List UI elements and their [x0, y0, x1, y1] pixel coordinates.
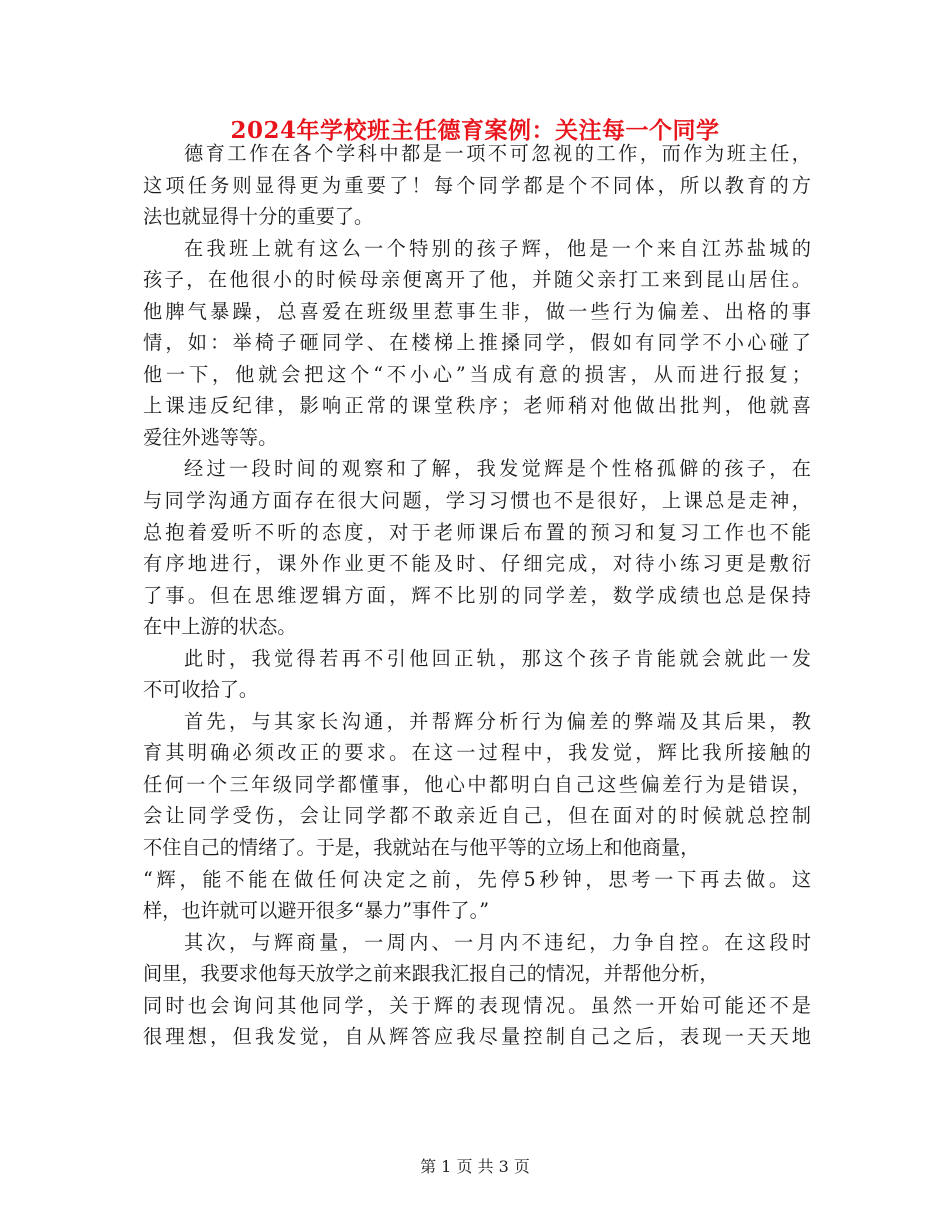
text-line: 他一下，他就会把这个“不小心”当成有意的损害，从而进行报复；	[143, 362, 811, 386]
text-line: 与同学沟通方面存在很大问题，学习习惯也不是很好，上课总是走神，	[143, 489, 811, 513]
text-line: 有序地进行，课外作业更不能及时、仔细完成，对待小练习更是敷衍	[143, 552, 811, 576]
text-line: 上课违反纪律，影响正常的课堂秩序；老师稍对他做出批判，他就喜	[143, 394, 811, 418]
document-title: 2024年学校班主任德育案例：关注每一个同学	[230, 117, 720, 144]
text-line: 此时，我觉得若再不引他回正轨，那这个孩子肯能就会就此一发	[184, 646, 811, 670]
text-line: 首先，与其家长沟通，并帮辉分析行为偏差的弊端及其后果，教	[184, 709, 811, 733]
text-line: 同时也会询问其他同学，关于辉的表现情况。虽然一开始可能还不是	[143, 993, 811, 1017]
text-line: 会让同学受伤，会让同学都不敢亲近自己，但在面对的时候就总控制	[143, 804, 811, 828]
text-line: 法也就显得十分的重要了。	[143, 205, 374, 229]
text-line: 很理想，但我发觉，自从辉答应我尽量控制自己之后，表现一天天地	[143, 1025, 811, 1049]
text-line: 这项任务则显得更为重要了！每个同学都是个不同体，所以教育的方	[143, 173, 811, 197]
text-line: 在我班上就有这么一个特别的孩子辉，他是一个来自江苏盐城的	[184, 236, 811, 260]
document-body	[143, 138, 811, 1053]
text-line: 情，如：举椅子砸同学、在楼梯上推搡同学，假如有同学不小心碰了	[143, 331, 811, 355]
text-line: 样，也许就可以避开很多“暴力”事件了。”	[143, 899, 490, 923]
text-line: 了事。但在思维逻辑方面，辉不比别的同学差，数学成绩也总是保持	[143, 583, 811, 607]
text-line: 孩子，在他很小的时候母亲便离开了他，并随父亲打工来到昆山居住。	[143, 268, 811, 292]
text-line: 经过一段时间的观察和了解，我发觉辉是个性格孤僻的孩子，在	[184, 457, 811, 481]
text-line: 德育工作在各个学科中都是一项不可忽视的工作，而作为班主任，	[184, 142, 811, 165]
text-line: 育其明确必须改正的要求。在这一过程中，我发觉，辉比我所接触的	[143, 741, 811, 765]
text-line: 他脾气暴躁，总喜爱在班级里惹事生非，做一些行为偏差、出格的事	[143, 299, 811, 323]
text-line: 在中上游的状态。	[143, 615, 297, 639]
text-line: 其次，与辉商量，一周内、一月内不违纪，力争自控。在这段时	[184, 930, 811, 954]
text-line: 间里，我要求他每天放学之前来跟我汇报自己的情况，并帮他分析，	[143, 962, 719, 986]
text-line: 不可收拾了。	[143, 678, 259, 702]
text-line: “辉，能不能在做任何决定之前，先停5秒钟，思考一下再去做。这	[143, 867, 811, 891]
page-number-footer: 第 1 页 共 3 页	[420, 1157, 530, 1176]
text-line: 总抱着爱听不听的态度，对于老师课后布置的预习和复习工作也不能	[143, 520, 811, 544]
text-line: 爱往外逃等等。	[143, 425, 278, 449]
text-line: 任何一个三年级同学都懂事，他心中都明白自己这些偏差行为是错误，	[143, 772, 811, 796]
text-line: 不住自己的情绪了。于是，我就站在与他平等的立场上和他商量，	[143, 836, 700, 860]
